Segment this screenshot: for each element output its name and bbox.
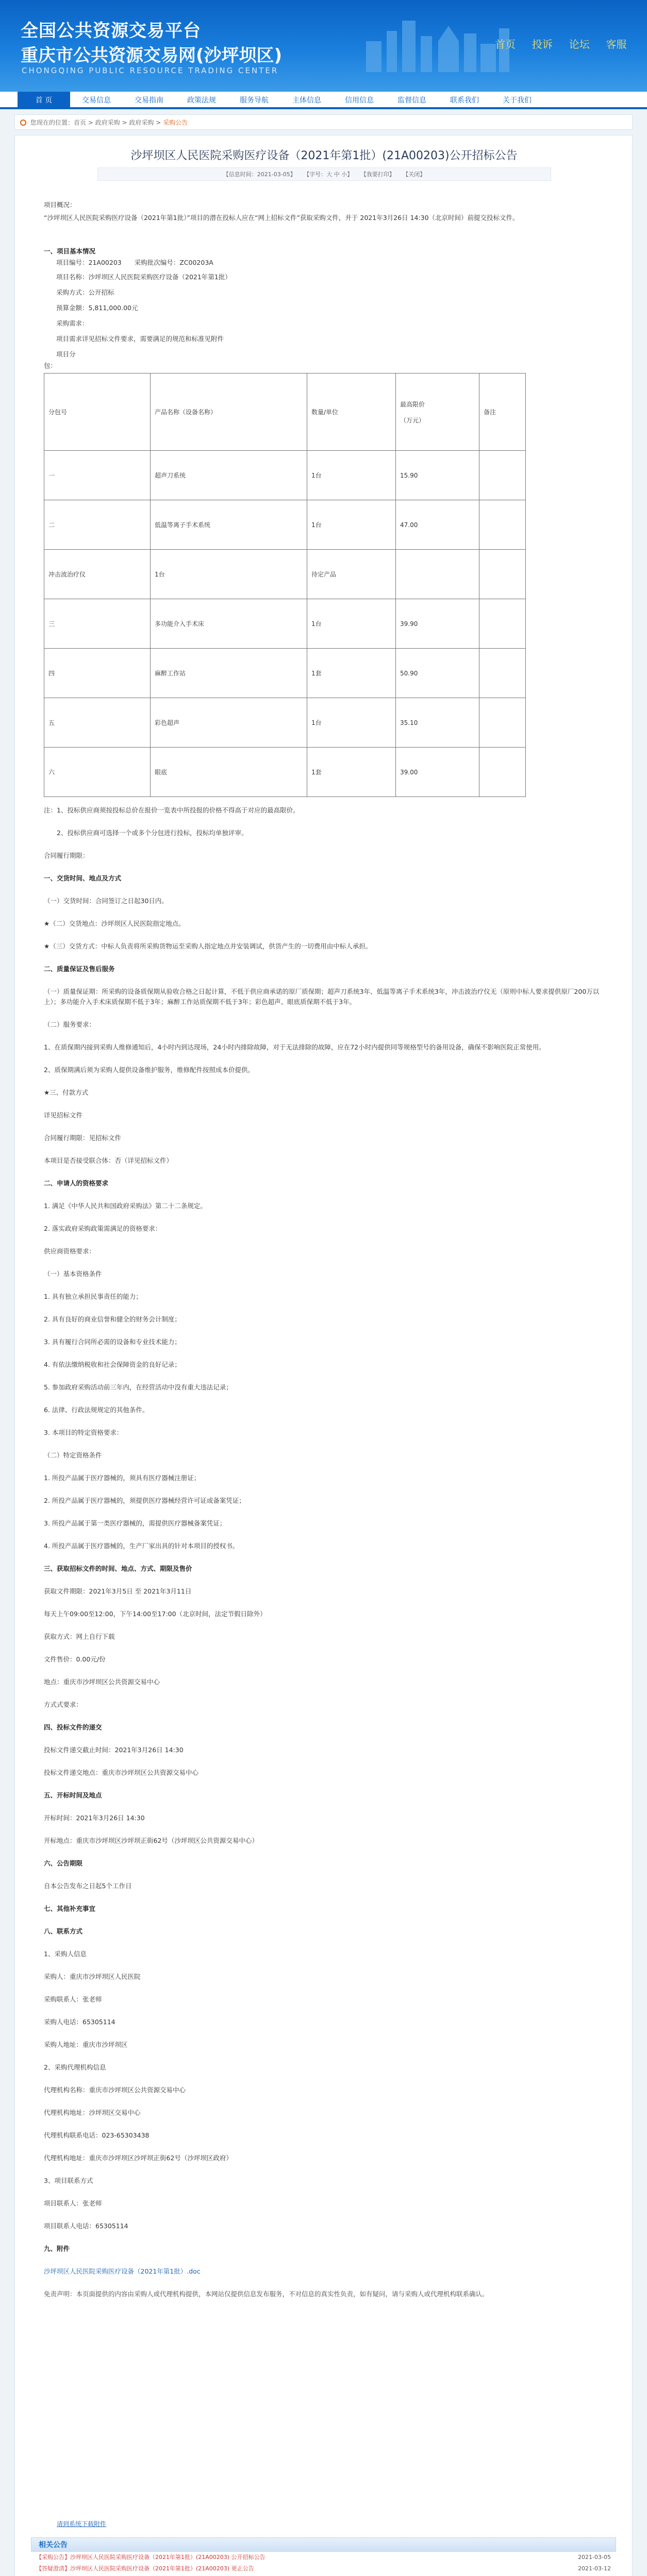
main-nav	[0, 92, 647, 109]
table-row	[44, 500, 526, 550]
related-row-date: 2021-03-05	[578, 2554, 611, 2561]
section-1-title: 一、项目基本情况	[44, 247, 96, 255]
table-cell	[479, 698, 526, 748]
notice-paragraph: （一）质量保证期：所采购的设备质保期从验收合格之日起计算，不低于供应商承诺的原厂质保期；超声刀系统3年、低温等离子手术系统3年，冲击波治疗仪无（原则中标人要求提供原厂200万以上）；多功能介入手术床质保期不低于3年；麻醉工作站质保期不低于3年；彩色超声、眼底质保期不低于3年。	[44, 988, 600, 1006]
notice-paragraph: 获取文件期限：2021年3月5日 至 2021年3月11日	[44, 1587, 192, 1595]
city-skyline-icon	[361, 10, 516, 72]
header-cell: 数量/单位	[307, 374, 396, 451]
related-row-date: 2021-03-12	[578, 2565, 611, 2572]
notice-paragraph: 获取方式：网上自行下载	[44, 1633, 115, 1640]
nav-policy[interactable]: 政策法规	[187, 96, 216, 105]
header-cell: 产品名称（设备名称）	[151, 374, 307, 451]
table-header-row	[44, 374, 526, 451]
quick-link-complaint[interactable]: 投诉	[532, 38, 553, 50]
table-cell: 1套	[307, 748, 396, 797]
breadcrumb	[14, 114, 633, 130]
table-cell: 超声刀系统	[151, 451, 307, 500]
notice-paragraph: 1. 具有独立承担民事责任的能力；	[44, 1293, 142, 1300]
table-cell: 一	[44, 451, 151, 500]
meta-date: 【信息时间：2021-03-05】	[223, 171, 296, 178]
quick-link-service[interactable]: 客服	[606, 38, 627, 50]
notice-paragraph: （二）服务要求：	[44, 1021, 96, 1028]
notice-paragraph: 5. 参加政府采购活动前三年内，在经营活动中没有重大违法记录；	[44, 1383, 233, 1391]
table-cell: 47.00	[396, 500, 479, 550]
notice-paragraph: 文件售价：0.00元/份	[44, 1655, 106, 1663]
intro-label: 项目概况：	[44, 201, 76, 209]
notice-paragraph: 项目联系人：张老师	[44, 2199, 102, 2207]
notice-paragraph: 二、质量保证及售后服务	[44, 965, 115, 973]
table-row	[44, 748, 526, 797]
notice-paragraph: 代理机构联系电话：023-65303438	[44, 2131, 150, 2139]
meta-print[interactable]: 【我要打印】	[360, 171, 395, 178]
notice-paragraph: 九、附件	[44, 2245, 70, 2252]
table-cell: 低温等离子手术系统	[151, 500, 307, 550]
notice-paragraph: 项目联系人电话：65305114	[44, 2222, 128, 2230]
notice-paragraph: 合同履行期限：	[44, 852, 89, 859]
nav-credit-info[interactable]: 信用信息	[345, 96, 374, 105]
breadcrumb-current[interactable]: 采购公告	[163, 119, 188, 126]
notice-paragraph: 二、申请人的资格要求	[44, 1179, 109, 1187]
notice-paragraph: 投标文件递交地点：重庆市沙坪坝区公共资源交易中心	[44, 1769, 199, 1776]
related-row-text[interactable]: 【答疑澄清】沙坪坝区人民医院采购医疗设备（2021年第1批）(21A00203) 更正公告	[36, 2565, 254, 2572]
requirement-detail: 项目需求详见招标文件要求，需要满足的规范和标准见附件	[56, 335, 224, 343]
notice-paragraph: 3. 具有履行合同所必需的设备和专业技术能力；	[44, 1338, 181, 1346]
intro-text: “沙坪坝区人民医院采购医疗设备（2021年第1批）”项目的潜在投标人应在“网上招标文件”获取采购文件，并于 2021年3月26日 14:30（北京时间）前提交投标文件。	[44, 214, 519, 222]
notice-body	[44, 805, 611, 2312]
notice-paragraph: 自本公告发布之日起5个工作日	[44, 1882, 132, 1890]
project-name: 项目名称：沙坪坝区人民医院采购医疗设备（2021年第1批）	[56, 273, 231, 281]
table-row	[44, 698, 526, 748]
notice-paragraph: ★（二）交货地点：沙坪坝区人民医院指定地点。	[44, 920, 185, 927]
notice-paragraph: 3. 所投产品属于第一类医疗器械的，需提供医疗器械备案凭证；	[44, 1519, 226, 1527]
article-panel	[14, 135, 633, 2576]
nav-about[interactable]: 关于我们	[503, 96, 532, 105]
related-row[interactable]	[31, 2552, 616, 2563]
notice-paragraph: 3、项目联系方式	[44, 2177, 93, 2184]
table-cell: 1台	[307, 599, 396, 649]
table-cell: 39.00	[396, 748, 479, 797]
notice-paragraph: 每天上午09:00至12:00，下午14:00至17:00（北京时间，法定节假日除外）	[44, 1610, 267, 1618]
notice-paragraph: 六、公告期限	[44, 1859, 83, 1867]
table-cell: 1台	[307, 451, 396, 500]
notice-paragraph: 注：1、投标供应商须按投标总价在报价一览表中所投报的价格不得高于对应的最高限价。	[44, 806, 300, 814]
page-title: 沙坪坝区人民医院采购医疗设备（2021年第1批）(21A00203)公开招标公告	[130, 149, 518, 162]
header-cell: 最高限价 （万元）	[396, 374, 479, 451]
notice-paragraph: 四、投标文件的递交	[44, 1723, 102, 1731]
notice-paragraph: 代理机构地址：重庆市沙坪坝区沙坪坝正街62号（沙坪坝区政府）	[44, 2154, 233, 2162]
table-cell	[396, 550, 479, 599]
site-subtitle: 重庆市公共资源交易网(沙坪坝区)	[21, 45, 283, 66]
table-cell: 多功能介入手术床	[151, 599, 307, 649]
table-cell: 50.90	[396, 649, 479, 698]
related-row-text[interactable]: 【采购公告】沙坪坝区人民医院采购医疗设备（2021年第1批）(21A00203) 公开招标公告	[36, 2554, 266, 2561]
nav-subject-info[interactable]: 主体信息	[292, 96, 321, 105]
quick-links	[495, 36, 641, 51]
nav-contact[interactable]: 联系我们	[450, 96, 479, 105]
table-cell: 1台	[307, 500, 396, 550]
notice-paragraph: 1、在质保期内接到采购人维修通知后，4小时内到达现场，24小时内排除故障，对于无法排除的故障，应在72小时内提供同等规格型号的备用设备，确保不影响医院正常使用。	[44, 1043, 545, 1051]
lot-label-cont: 包：	[44, 362, 57, 369]
notice-paragraph: 采购人：重庆市沙坪坝区人民医院	[44, 1973, 141, 1980]
notice-paragraph: 代理机构地址：沙坪坝区交易中心	[44, 2109, 141, 2116]
table-cell: 1套	[307, 649, 396, 698]
budget-amount: 预算金额：5,811,000.00元	[56, 304, 138, 312]
meta-font-size[interactable]: 【字号：大 中 小】	[304, 171, 353, 178]
notice-paragraph: 3. 本项目的特定资格要求：	[44, 1429, 123, 1436]
notice-paragraph: （一）交货时间：合同签订之日起30日内。	[44, 897, 168, 905]
notice-paragraph: 2、采购代理机构信息	[44, 2063, 106, 2071]
related-title: 相关公告	[31, 2537, 616, 2552]
notice-paragraph: 1. 满足《中华人民共和国政府采购法》第二十二条规定。	[44, 1202, 207, 1210]
notice-paragraph: 地点：重庆市沙坪坝区公共资源交易中心	[44, 1678, 160, 1686]
table-row	[44, 599, 526, 649]
quick-link-forum[interactable]: 论坛	[569, 38, 590, 50]
notice-paragraph: 供应商资格要求：	[44, 1247, 96, 1255]
table-cell: 四	[44, 649, 151, 698]
notice-paragraph: 一、交货时间、地点及方式	[44, 874, 122, 882]
notice-paragraph: 采购联系人：张老师	[44, 1995, 102, 2003]
table-cell: 冲击波治疗仪	[44, 550, 151, 599]
table-cell: 待定产品	[307, 550, 396, 599]
purchase-requirement: 采购需求：	[56, 319, 89, 327]
table-cell	[479, 748, 526, 797]
notice-paragraph: 详见招标文件	[44, 1111, 83, 1119]
notice-paragraph: 4. 有依法缴纳税收和社会保障资金的良好记录；	[44, 1361, 181, 1368]
table-cell: 三	[44, 599, 151, 649]
notice-paragraph: 2. 落实政府采购政策需满足的资格要求：	[44, 1225, 162, 1232]
related-row[interactable]	[31, 2563, 616, 2574]
table-cell: 1台	[151, 550, 307, 599]
notice-paragraph: 三、获取招标文件的时间、地点、方式、期限及售价	[44, 1565, 192, 1572]
notice-paragraph: （二）特定资格条件	[44, 1451, 102, 1459]
table-cell: 彩色超声	[151, 698, 307, 748]
nav-home[interactable]: 首 页	[18, 92, 70, 109]
table-cell: 眼底	[151, 748, 307, 797]
notice-paragraph: 采购人地址：重庆市沙坪坝区	[44, 2041, 128, 2048]
items-table	[44, 373, 526, 797]
article-meta	[97, 167, 551, 181]
header-cell: 分包号	[44, 374, 151, 451]
table-cell	[479, 500, 526, 550]
related-notices	[31, 2537, 616, 2576]
notice-paragraph: 开标地点：重庆市沙坪坝区沙坪坝正街62号（沙坪坝区公共资源交易中心）	[44, 1837, 258, 1844]
table-cell: 五	[44, 698, 151, 748]
breadcrumb-path[interactable]: 您现在的位置：首页 > 政府采购 > 政府采购 >	[30, 119, 161, 126]
notice-paragraph: ★三、付款方式	[44, 1089, 89, 1096]
quick-link-home[interactable]: 首页	[495, 38, 516, 50]
nav-supervision[interactable]: 监督信息	[397, 96, 426, 105]
attachment-download-link[interactable]: 请到系统下载附件	[57, 2520, 107, 2528]
notice-paragraph: 2、质保期满后须为采购人提供设备维护服务，维修配件按照成本价提供。	[44, 1066, 254, 1074]
table-row	[44, 550, 526, 599]
notice-paragraph: 2. 具有良好的商业信誉和健全的财务会计制度；	[44, 1315, 181, 1323]
site-title: 全国公共资源交易平台	[21, 21, 201, 41]
meta-close[interactable]: 【关闭】	[403, 171, 426, 178]
header-cell: 备注	[479, 374, 526, 451]
table-row	[44, 451, 526, 500]
table-cell: 二	[44, 500, 151, 550]
notice-paragraph: 代理机构名称：重庆市沙坪坝区公共资源交易中心	[44, 2086, 186, 2094]
nav-service[interactable]: 服务导航	[240, 96, 269, 105]
purchase-method: 采购方式：公开招标	[56, 289, 114, 296]
nav-trade-guide[interactable]: 交易指南	[135, 96, 163, 105]
site-header	[0, 0, 647, 92]
notice-paragraph: 4. 所投产品属于医疗器械的，生产厂家出具的针对本项目的授权书。	[44, 1542, 239, 1550]
nav-trade-info[interactable]: 交易信息	[82, 96, 111, 105]
notice-paragraph: 2、投标供应商可选择一个或多个分包进行投标，投标均单独评审。	[44, 829, 248, 837]
table-row	[44, 649, 526, 698]
notice-paragraph: 1、采购人信息	[44, 1950, 87, 1958]
notice-paragraph: 五、开标时间及地点	[44, 1791, 102, 1799]
notice-paragraph: 八、联系方式	[44, 1927, 83, 1935]
notice-paragraph[interactable]: 沙坪坝区人民医院采购医疗设备（2021年第1批）.doc	[44, 2267, 201, 2275]
project-number: 项目编号：21A00203 采购批次编号：ZC00203A	[56, 259, 213, 266]
home-icon	[20, 120, 26, 126]
table-cell: 15.90	[396, 451, 479, 500]
table-cell: 35.10	[396, 698, 479, 748]
notice-paragraph: 合同履行期限：见招标文件	[44, 1134, 122, 1142]
notice-paragraph: （一）基本资格条件	[44, 1270, 102, 1278]
table-cell	[479, 599, 526, 649]
site-english-title: CHONGQING PUBLIC RESOURCE TRADING CENTER	[22, 66, 279, 75]
lot-label: 项目分	[56, 350, 76, 358]
table-cell	[479, 451, 526, 500]
notice-paragraph: 本项目是否接受联合体：否（详见招标文件）	[44, 1157, 173, 1164]
table-cell: 六	[44, 748, 151, 797]
table-cell: 麻醉工作站	[151, 649, 307, 698]
notice-paragraph: ★（三）交货方式：中标人负责将所采购货物运至采购人指定地点并安装调试，供货产生的一切费用由中标人承担。	[44, 942, 372, 950]
notice-paragraph: 6. 法律、行政法规规定的其他条件。	[44, 1406, 149, 1414]
notice-paragraph: 开标时间：2021年3月26日 14:30	[44, 1814, 145, 1822]
notice-paragraph: 1. 所投产品属于医疗器械的，须具有医疗器械注册证；	[44, 1474, 201, 1482]
notice-paragraph: 投标文件递交截止时间：2021年3月26日 14:30	[44, 1746, 184, 1754]
notice-paragraph: 七、其他补充事宜	[44, 1905, 96, 1912]
table-cell: 39.90	[396, 599, 479, 649]
table-cell	[479, 649, 526, 698]
table-cell	[479, 550, 526, 599]
notice-paragraph: 采购人电话：65305114	[44, 2018, 115, 2026]
notice-paragraph: 2. 所投产品属于医疗器械的，须提供医疗器械经营许可证或备案凭证；	[44, 1497, 245, 1504]
notice-paragraph: 免责声明：本页面提供的内容由采购人或代理机构提供，本网站仅提供信息发布服务，不对信息的真实性负责，如有疑问，请与采购人或代理机构联系确认。	[44, 2290, 489, 2298]
table-cell: 1台	[307, 698, 396, 748]
notice-paragraph: 方式式要求：	[44, 1701, 83, 1708]
